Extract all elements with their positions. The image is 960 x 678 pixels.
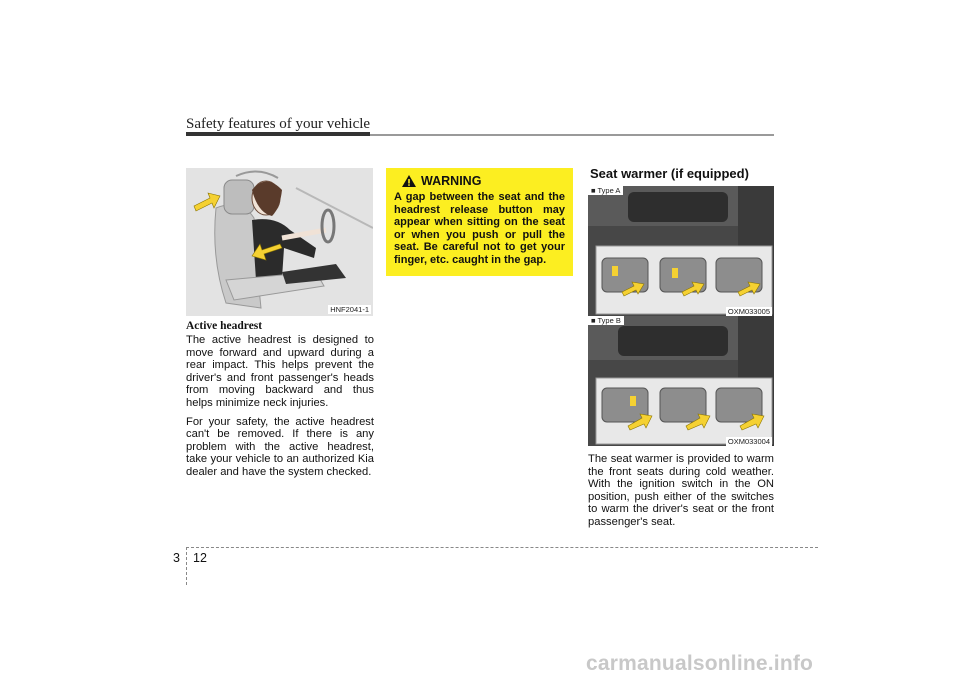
seat-warmer-figure-type-a [588,186,774,316]
paragraph: The active headrest is designed to move forward and upward during a rear impact. This helps prevent the driver's and front passenger's heads from moving backward and thus helps minimize neck injuries. [186,334,374,409]
figure-code: OXM033004 [727,437,770,446]
seat-warmer-figure-type-b [588,316,774,446]
headrest-drawing [186,168,373,316]
figure-code: OXM033005 [727,307,770,316]
page-header-title: Safety features of your vehicle [186,116,371,132]
headrest-illustration [186,168,373,316]
warning-text: A gap between the seat and the headrest release button may appear when sitting on the seat or when you push or pull the seat. Be careful not to get your finger, etc. caught in the gap. [394,191,565,266]
footer-rule [186,547,818,548]
seat-warmer-text: The seat warmer is provided to warm the front seats during cold weather. With the ignition switch in the ON position, push either of the switches to warm the driver's seat or the front passenger's seat. [588,453,774,528]
seat-warmer-switches-b [588,316,774,446]
seat-warmer-switches-a [588,186,774,316]
active-headrest-text [186,334,374,485]
warning-box [386,168,573,276]
page-section-number: 3 [173,551,180,565]
footer-vertical-rule [186,547,187,585]
watermark: carmanualsonline.info [586,652,814,675]
seat-warmer-title: Seat warmer (if equipped) [590,166,749,181]
header-rule-accent [186,132,370,136]
warning-title: WARNING [421,174,482,188]
page-number: 12 [193,551,207,565]
paragraph: For your safety, the active headrest can't be removed. If there is any problem with the active headrest, take your vehicle to an authorized Kia dealer and have the system checked. [186,415,374,478]
type-a-label: ■ Type A [588,186,623,195]
type-b-label: ■ Type B [588,316,624,325]
active-headrest-heading: Active headrest [186,320,263,332]
warning-triangle-icon [402,175,416,187]
figure-code: HNF2041-1 [330,305,369,314]
